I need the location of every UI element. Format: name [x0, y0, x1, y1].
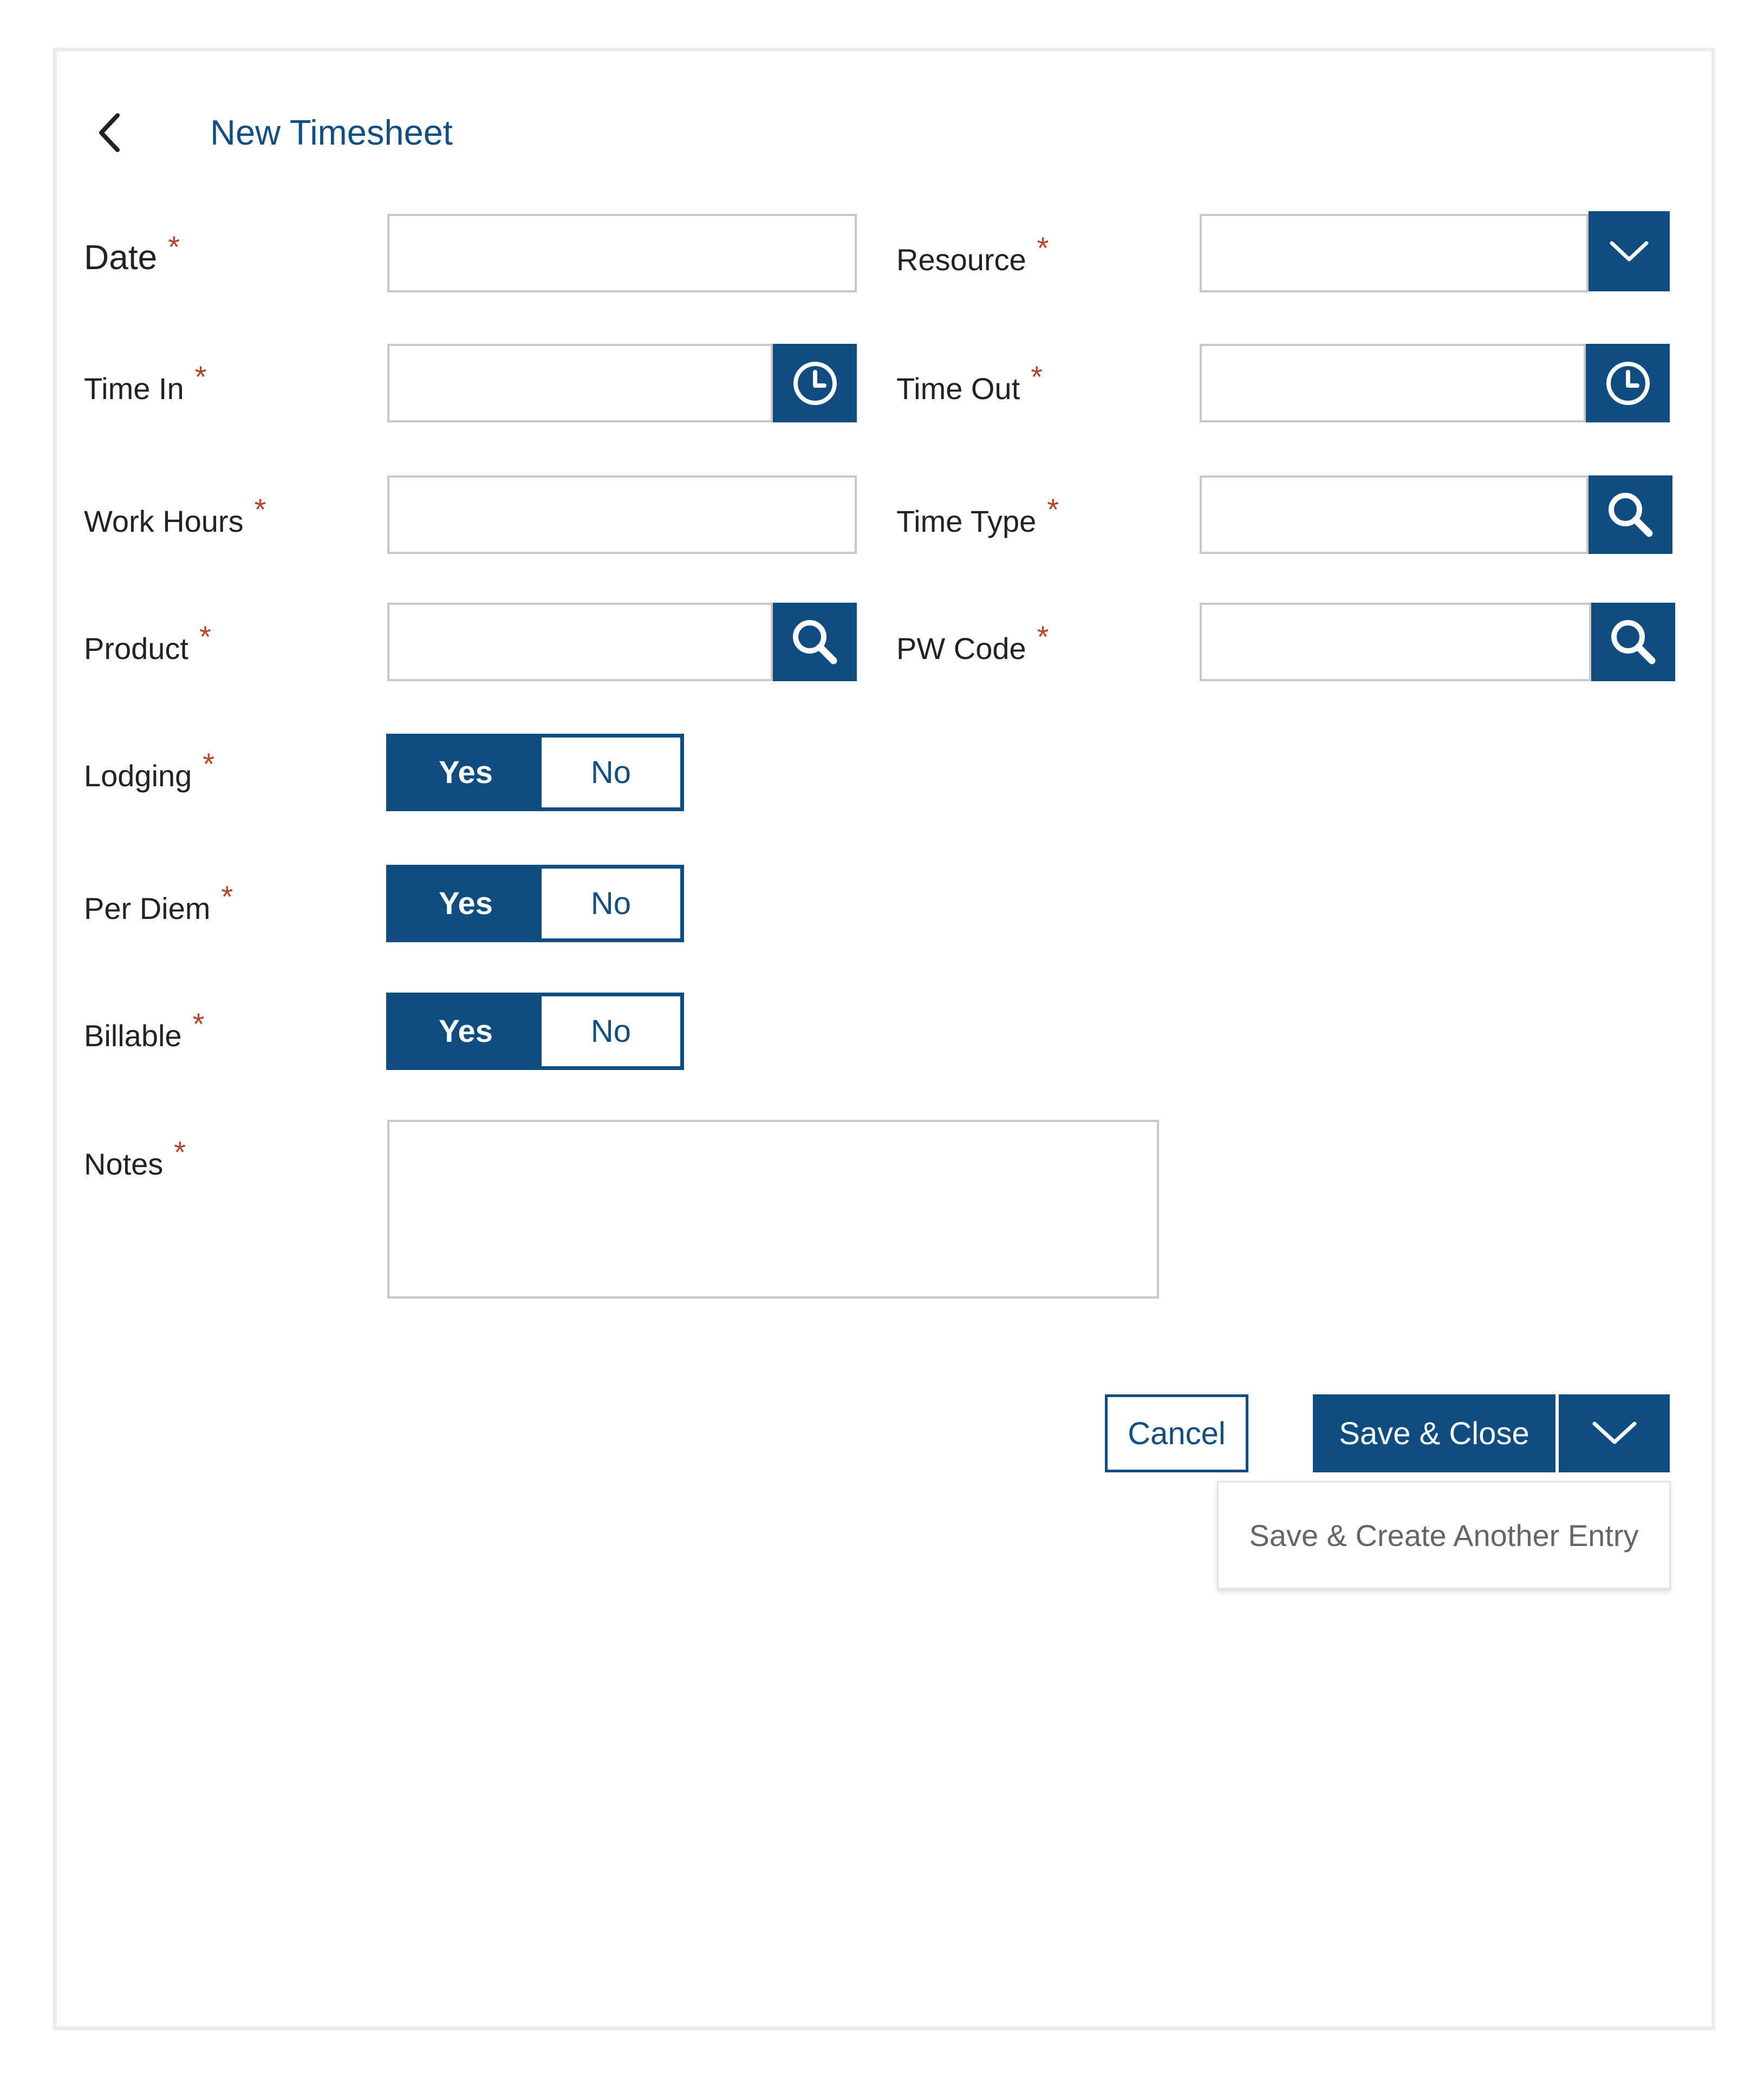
time-type-input[interactable] [1202, 478, 1586, 552]
product-label: Product * [84, 619, 211, 666]
required-marker: * [192, 1007, 205, 1041]
time-in-clock-button[interactable] [773, 344, 857, 422]
time-type-field[interactable] [1200, 475, 1589, 554]
work-hours-label: Work Hours * [84, 492, 266, 538]
lodging-yes-option[interactable]: Yes [390, 738, 542, 807]
resource-field[interactable] [1200, 214, 1589, 292]
billable-no-option[interactable]: No [590, 1014, 632, 1049]
pw-code-field[interactable] [1200, 603, 1591, 681]
per-diem-yes-option[interactable]: Yes [390, 869, 542, 938]
pw-code-search-button[interactable] [1591, 603, 1675, 681]
save-options-toggle[interactable] [1559, 1394, 1670, 1472]
time-out-field[interactable] [1200, 344, 1586, 422]
required-marker: * [1047, 492, 1059, 526]
search-icon [1606, 615, 1661, 669]
time-in-input[interactable] [389, 346, 771, 420]
time-out-input[interactable] [1202, 346, 1584, 420]
time-type-label: Time Type * [896, 492, 1059, 538]
search-icon [788, 615, 842, 669]
clock-icon [791, 359, 839, 408]
save-options-menu [1217, 1481, 1671, 1589]
page-title: New Timesheet [210, 113, 453, 152]
required-marker: * [194, 360, 207, 394]
notes-field[interactable] [387, 1120, 1159, 1299]
required-marker: * [254, 492, 266, 526]
date-label: Date * [84, 230, 180, 277]
required-marker: * [199, 619, 211, 654]
required-marker: * [1037, 231, 1049, 265]
time-in-field[interactable] [387, 344, 773, 422]
resource-label: Resource * [896, 231, 1049, 277]
chevron-left-icon [94, 111, 126, 154]
required-marker: * [1031, 360, 1043, 394]
lodging-toggle[interactable] [386, 734, 684, 811]
work-hours-input[interactable] [389, 478, 855, 552]
required-marker: * [221, 879, 233, 914]
billable-label: Billable * [84, 1007, 205, 1053]
billable-yes-option[interactable]: Yes [390, 996, 542, 1066]
back-button[interactable] [88, 108, 132, 157]
pw-code-input[interactable] [1202, 605, 1589, 679]
time-type-search-button[interactable] [1589, 475, 1672, 554]
chevron-down-icon [1607, 238, 1651, 265]
product-input[interactable] [389, 605, 771, 679]
time-in-label: Time In * [84, 360, 207, 406]
pw-code-label: PW Code * [896, 619, 1049, 666]
required-marker: * [203, 747, 215, 781]
time-out-clock-button[interactable] [1586, 344, 1670, 422]
save-close-button[interactable]: Save & Close [1313, 1394, 1555, 1472]
date-input[interactable] [389, 216, 855, 290]
required-marker: * [174, 1135, 186, 1169]
resource-dropdown-button[interactable] [1589, 211, 1670, 291]
per-diem-label: Per Diem * [84, 879, 233, 925]
chevron-down-icon [1590, 1418, 1639, 1449]
save-create-another-entry-item[interactable]: Save & Create Another Entry [1249, 1518, 1639, 1552]
clock-icon [1604, 359, 1652, 408]
search-icon [1604, 488, 1658, 542]
required-marker: * [1037, 619, 1049, 654]
lodging-no-option[interactable]: No [590, 755, 632, 790]
per-diem-toggle[interactable] [386, 865, 684, 942]
product-search-button[interactable] [773, 603, 857, 681]
billable-toggle[interactable] [386, 993, 684, 1070]
work-hours-field[interactable] [387, 475, 857, 554]
cancel-button[interactable]: Cancel [1105, 1394, 1248, 1472]
notes-textarea[interactable] [389, 1122, 1157, 1296]
date-field[interactable] [387, 214, 857, 292]
lodging-label: Lodging * [84, 747, 215, 793]
resource-input[interactable] [1202, 216, 1586, 290]
notes-label: Notes * [84, 1135, 186, 1181]
per-diem-no-option[interactable]: No [590, 886, 632, 921]
required-marker: * [168, 230, 180, 264]
time-out-label: Time Out * [896, 360, 1043, 406]
product-field[interactable] [387, 603, 773, 681]
